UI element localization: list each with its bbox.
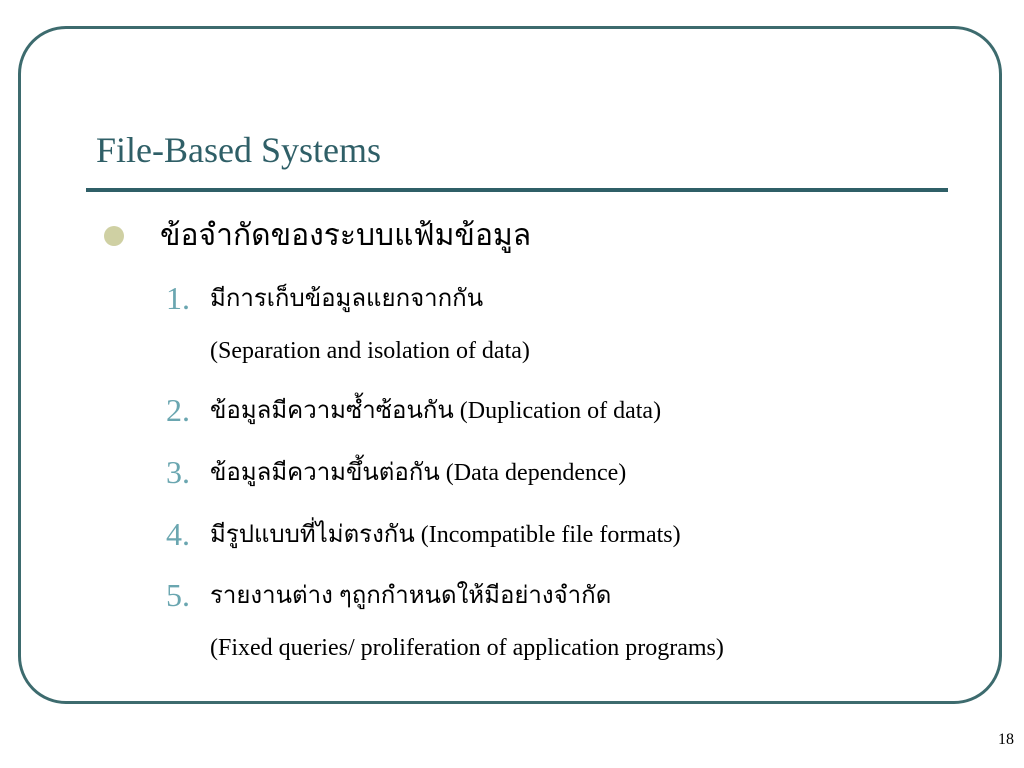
list-item-text: รายงานต่าง ๆถูกกำหนดให้มีอย่างจำกัด (210, 583, 612, 609)
list-item-text: ข้อมูลมีความขึ้นต่อกัน (Data dependence) (210, 460, 627, 486)
list-number: 3. (166, 454, 190, 490)
list-item-text: มีการเก็บข้อมูลแยกจากกัน (210, 286, 484, 312)
bullet-dot-icon (104, 226, 124, 246)
list-number: 2. (166, 392, 190, 428)
list-item-text: ข้อมูลมีความซ้ำซ้อนกัน (Duplication of data) (210, 398, 662, 424)
page-number: 18 (998, 731, 1014, 748)
list-number: 1. (166, 280, 190, 316)
main-bullet-text: ข้อจำกัดของระบบแฟ้มข้อมูล (160, 219, 532, 252)
slide-title: File-Based Systems (96, 130, 381, 170)
list-item-1-subtext: (Separation and isolation of data) (210, 338, 530, 364)
list-item-5-subtext: (Fixed queries/ proliferation of application programs) (210, 635, 724, 661)
list-item-text: มีรูปแบบที่ไม่ตรงกัน (Incompatible file formats) (210, 522, 681, 548)
list-number: 5. (166, 577, 190, 613)
list-number: 4. (166, 516, 190, 552)
title-underline (86, 188, 948, 192)
main-bullet (104, 216, 532, 256)
